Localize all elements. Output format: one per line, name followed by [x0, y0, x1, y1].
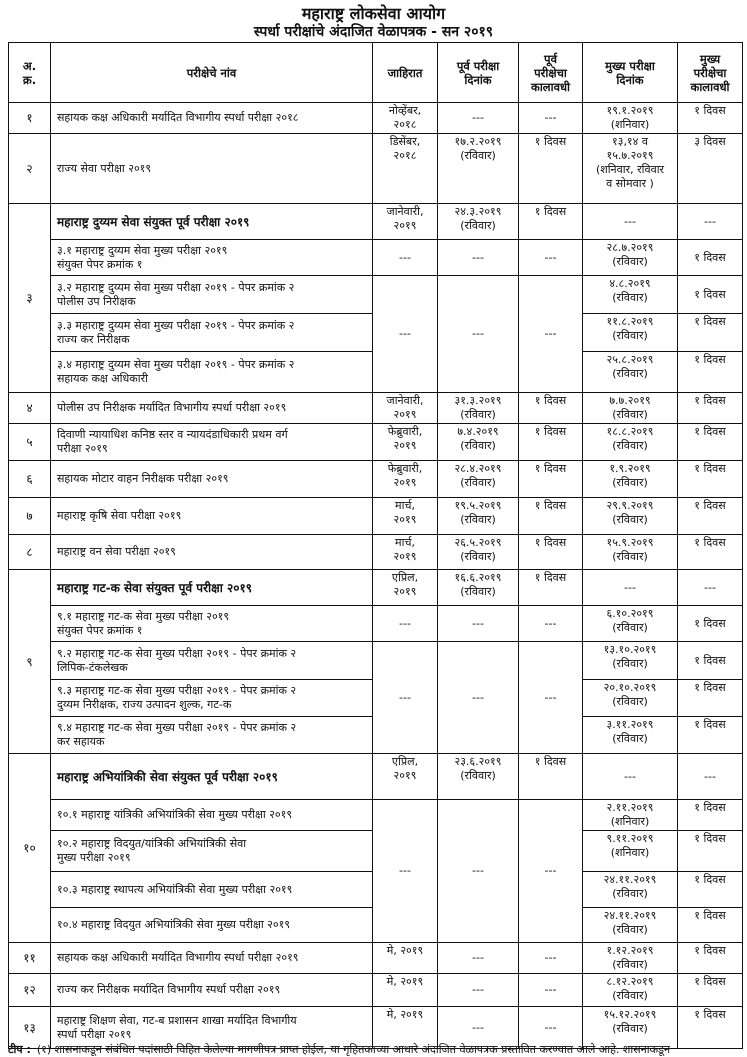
prelim-duration-cell: --- [519, 606, 583, 642]
main-duration-cell: १ दिवस [678, 461, 743, 498]
prelim-date-cell: ३१.३.२०१९ (रविवार) [438, 393, 519, 424]
main-date-cell: १३,१४ व १५.७.२०१९ (शनिवार, रविवार व सोमवार ) [583, 134, 678, 204]
main-date-cell: ११.८.२०१९ (रविवार) [583, 314, 678, 352]
exam-name-cell: महाराष्ट्र शिक्षण सेवा, गट-ब प्रशासन शाखा मर्यादित विभागीय स्पर्धा परीक्षा २०१९ [51, 1007, 373, 1049]
table-row [9, 535, 743, 570]
main-duration-cell: १ दिवस [678, 642, 743, 680]
serial-cell: ५ [9, 424, 51, 461]
table-row [9, 570, 743, 606]
main-date-cell: ९.११.२०१९ (शनिवार) [583, 831, 678, 872]
main-date-cell: २९.९.२०१९ (रविवार) [583, 498, 678, 535]
exam-name-cell: महाराष्ट्र दुय्यम सेवा संयुक्त पूर्व परीक्षा २०१९ [51, 204, 373, 240]
header-col-prelim-date: पूर्व परीक्षा दिनांक [438, 43, 519, 103]
exam-name-cell: १०.२ महाराष्ट्र विदयुत/यांत्रिकी अभियांत्रिकी सेवा मुख्य परीक्षा २०१९ [51, 831, 373, 872]
table-row [9, 393, 743, 424]
table-row [9, 276, 743, 314]
exam-name-cell: सहायक मोटार वाहन निरीक्षक परीक्षा २०१९ [51, 461, 373, 498]
exam-name-cell: ३.१ महाराष्ट्र दुय्यम सेवा मुख्य परीक्षा २०१९ संयुक्त पेपर क्रमांक १ [51, 240, 373, 276]
main-date-cell: २.११.२०१९ (शनिवार) [583, 800, 678, 831]
table-row [9, 134, 743, 204]
table-row [9, 606, 743, 642]
prelim-duration-cell: --- [519, 276, 583, 393]
prelim-date-cell: --- [438, 642, 519, 754]
main-duration-cell: १ दिवस [678, 240, 743, 276]
advertisement-cell: मे, २०१९ [373, 974, 438, 1007]
advertisement-cell: --- [373, 276, 438, 393]
exam-name-cell: पोलीस उप निरीक्षक मर्यादित विभागीय स्पर्धा परीक्षा २०१९ [51, 393, 373, 424]
prelim-date-cell: --- [438, 240, 519, 276]
main-duration-cell: --- [678, 754, 743, 800]
serial-cell: ११ [9, 943, 51, 974]
exam-name-cell: १०.४ महाराष्ट्र विदयुत अभियांत्रिकी सेवा मुख्य परीक्षा २०१९ [51, 908, 373, 943]
prelim-date-cell: ७.४.२०१९ (रविवार) [438, 424, 519, 461]
table-row [9, 240, 743, 276]
main-date-cell: २४.११.२०१९ (रविवार) [583, 872, 678, 908]
table-header-row [9, 43, 743, 103]
table-row [9, 498, 743, 535]
main-duration-cell: १ दिवस [678, 680, 743, 717]
exam-name-cell: महाराष्ट्र वन सेवा परीक्षा २०१९ [51, 535, 373, 570]
serial-cell: १० [9, 754, 51, 943]
serial-cell: ९ [9, 570, 51, 754]
advertisement-cell: नोव्हेंबर, २०१८ [373, 103, 438, 134]
header-col-main-date: मुख्य परीक्षा दिनांक [583, 43, 678, 103]
prelim-duration-cell: १ दिवस [519, 424, 583, 461]
serial-cell: २ [9, 134, 51, 204]
advertisement-cell: --- [373, 240, 438, 276]
advertisement-cell: --- [373, 606, 438, 642]
header-col-serial: अ. क्र. [9, 43, 51, 103]
prelim-date-cell: --- [438, 943, 519, 974]
footnote-text: (१) शासनाकडून संबंधित पदांसाठी विहित केलेल्या मागणीपत्र प्राप्त होईल, या गृहितकाच्या आधारे अंदाजित वेळापत्रक प्रस्तावित करण्यात आले आहे. शासनाकडून [36, 1043, 671, 1056]
table-row [9, 800, 743, 831]
main-date-cell: ६.१०.२०१९ (रविवार) [583, 606, 678, 642]
exam-name-cell: ३.४ महाराष्ट्र दुय्यम सेवा मुख्य परीक्षा २०१९ - पेपर क्रमांक २ सहायक कक्ष अधिकारी [51, 352, 373, 393]
exam-name-cell: सहायक कक्ष अधिकारी मर्यादित विभागीय स्पर्धा परीक्षा २०१८ [51, 103, 373, 134]
exam-name-cell: ३.३ महाराष्ट्र दुय्यम सेवा मुख्य परीक्षा २०१९ - पेपर क्रमांक २ राज्य कर निरीक्षक [51, 314, 373, 352]
main-duration-cell: १ दिवस [678, 498, 743, 535]
main-date-cell: ७.७.२०१९ (रविवार) [583, 393, 678, 424]
serial-cell: १३ [9, 1007, 51, 1049]
main-date-cell: ३.११.२०१९ (रविवार) [583, 717, 678, 754]
exam-name-cell: १०.३ महाराष्ट्र स्थापत्य अभियांत्रिकी सेवा मुख्य परीक्षा २०१९ [51, 872, 373, 908]
main-date-cell: २८.७.२०१९ (रविवार) [583, 240, 678, 276]
prelim-date-cell: २६.५.२०१९ (रविवार) [438, 535, 519, 570]
prelim-date-cell: --- [438, 1007, 519, 1049]
main-date-cell: १.१२.२०१९ (रविवार) [583, 943, 678, 974]
header-col-prelim-duration: पूर्व परीक्षेचा कालावधी [519, 43, 583, 103]
prelim-duration-cell: --- [519, 240, 583, 276]
prelim-date-cell: --- [438, 800, 519, 943]
main-duration-cell: १ दिवस [678, 276, 743, 314]
table-row [9, 424, 743, 461]
main-duration-cell: १ दिवस [678, 424, 743, 461]
exam-name-cell: महाराष्ट्र गट-क सेवा संयुक्त पूर्व परीक्षा २०१९ [51, 570, 373, 606]
main-duration-cell: १ दिवस [678, 393, 743, 424]
prelim-date-cell: १६.६.२०१९ (रविवार) [438, 570, 519, 606]
main-date-cell: १५.१२.२०१९ (रविवार) [583, 1007, 678, 1049]
serial-cell: १ [9, 103, 51, 134]
main-duration-cell: १ दिवस [678, 908, 743, 943]
prelim-duration-cell: १ दिवस [519, 134, 583, 204]
prelim-date-cell: --- [438, 606, 519, 642]
prelim-duration-cell: --- [519, 103, 583, 134]
advertisement-cell: फेब्रुवारी, २०१९ [373, 424, 438, 461]
page-title: महाराष्ट्र लोकसेवा आयोग [301, 4, 446, 23]
header-col-main-duration: मुख्य परीक्षेचा कालावधी [678, 43, 743, 103]
main-date-cell: ४.८.२०१९ (रविवार) [583, 276, 678, 314]
prelim-duration-cell: १ दिवस [519, 498, 583, 535]
main-date-cell: --- [583, 204, 678, 240]
prelim-duration-cell: १ दिवस [519, 570, 583, 606]
footnote-label: टीप : [8, 1043, 31, 1056]
main-date-cell: १५.९.२०१९ (रविवार) [583, 535, 678, 570]
prelim-date-cell: १९.५.२०१९ (रविवार) [438, 498, 519, 535]
advertisement-cell: जानेवारी, २०१९ [373, 204, 438, 240]
serial-cell: ६ [9, 461, 51, 498]
prelim-duration-cell: --- [519, 974, 583, 1007]
advertisement-cell: जानेवारी, २०१९ [373, 393, 438, 424]
advertisement-cell: मे, २०१९ [373, 943, 438, 974]
exam-name-cell: महाराष्ट्र अभियांत्रिकी सेवा संयुक्त पूर्व परीक्षा २०१९ [51, 754, 373, 800]
table-row [9, 754, 743, 800]
prelim-date-cell: --- [438, 103, 519, 134]
serial-cell: ३ [9, 204, 51, 393]
main-date-cell: २४.११.२०१९ (रविवार) [583, 908, 678, 943]
prelim-duration-cell: १ दिवस [519, 461, 583, 498]
advertisement-cell: फेब्रुवारी, २०१९ [373, 461, 438, 498]
table-row [9, 642, 743, 680]
exam-name-cell: ३.२ महाराष्ट्र दुय्यम सेवा मुख्य परीक्षा २०१९ - पेपर क्रमांक २ पोलीस उप निरीक्षक [51, 276, 373, 314]
prelim-duration-cell: १ दिवस [519, 754, 583, 800]
exam-name-cell: राज्य सेवा परीक्षा २०१९ [51, 134, 373, 204]
main-date-cell: २०.१०.२०१९ (रविवार) [583, 680, 678, 717]
main-date-cell: --- [583, 754, 678, 800]
prelim-duration-cell: --- [519, 943, 583, 974]
advertisement-cell: एप्रिल, २०१९ [373, 754, 438, 800]
prelim-duration-cell: --- [519, 1007, 583, 1049]
exam-name-cell: ९.४ महाराष्ट्र गट-क सेवा मुख्य परीक्षा २०१९ - पेपर क्रमांक २ कर सहायक [51, 717, 373, 754]
page-subtitle: स्पर्धा परीक्षांचे अंदाजित वेळापत्रक - सन २०१९ [253, 24, 494, 40]
main-date-cell: १९.१.२०१९ (शनिवार) [583, 103, 678, 134]
exam-name-cell: ९.१ महाराष्ट्र गट-क सेवा मुख्य परीक्षा २०१९ संयुक्त पेपर क्रमांक १ [51, 606, 373, 642]
main-duration-cell: ३ दिवस [678, 134, 743, 204]
main-duration-cell: १ दिवस [678, 831, 743, 872]
prelim-duration-cell: १ दिवस [519, 393, 583, 424]
main-duration-cell: १ दिवस [678, 314, 743, 352]
exam-name-cell: महाराष्ट्र कृषि सेवा परीक्षा २०१९ [51, 498, 373, 535]
exam-name-cell: सहायक कक्ष अधिकारी मर्यादित विभागीय स्पर्धा परीक्षा २०१९ [51, 943, 373, 974]
main-duration-cell: १ दिवस [678, 1007, 743, 1049]
main-duration-cell: १ दिवस [678, 872, 743, 908]
serial-cell: ४ [9, 393, 51, 424]
table-row [9, 461, 743, 498]
main-duration-cell: १ दिवस [678, 943, 743, 974]
exam-name-cell: ९.३ महाराष्ट्र गट-क सेवा मुख्य परीक्षा २०१९ - पेपर क्रमांक २ दुय्यम निरीक्षक, राज्य उत्पादन शुल्क, गट-क [51, 680, 373, 717]
main-duration-cell: १ दिवस [678, 717, 743, 754]
header-col-advertisement: जाहिरात [373, 43, 438, 103]
main-date-cell: २५.८.२०१९ (रविवार) [583, 352, 678, 393]
main-date-cell: १.९.२०१९ (रविवार) [583, 461, 678, 498]
serial-cell: ७ [9, 498, 51, 535]
advertisement-cell: --- [373, 800, 438, 943]
main-date-cell: --- [583, 570, 678, 606]
main-duration-cell: १ दिवस [678, 103, 743, 134]
prelim-date-cell: २३.६.२०१९ (रविवार) [438, 754, 519, 800]
advertisement-cell: एप्रिल, २०१९ [373, 570, 438, 606]
main-duration-cell: १ दिवस [678, 974, 743, 1007]
table-row [9, 103, 743, 134]
advertisement-cell: मे, २०१९ [373, 1007, 438, 1049]
main-duration-cell: १ दिवस [678, 352, 743, 393]
prelim-duration-cell: १ दिवस [519, 204, 583, 240]
advertisement-cell: --- [373, 642, 438, 754]
prelim-duration-cell: --- [519, 642, 583, 754]
main-duration-cell: १ दिवस [678, 535, 743, 570]
main-date-cell: १३.१०.२०१९ (रविवार) [583, 642, 678, 680]
table-row [9, 204, 743, 240]
main-duration-cell: १ दिवस [678, 606, 743, 642]
main-duration-cell: --- [678, 204, 743, 240]
main-duration-cell: १ दिवस [678, 800, 743, 831]
exam-name-cell: दिवाणी न्यायाधिश कनिष्ठ स्तर व न्यायदंडाधिकारी प्रथम वर्ग परीक्षा २०१९ [51, 424, 373, 461]
header-col-exam-name: परीक्षेचे नांव [51, 43, 373, 103]
prelim-date-cell: १७.२.२०१९ (रविवार) [438, 134, 519, 204]
main-date-cell: १८.८.२०१९ (रविवार) [583, 424, 678, 461]
exam-name-cell: ९.२ महाराष्ट्र गट-क सेवा मुख्य परीक्षा २०१९ - पेपर क्रमांक २ लिपिक-टंकलेखक [51, 642, 373, 680]
advertisement-cell: डिसेंबर, २०१८ [373, 134, 438, 204]
table-row [9, 943, 743, 974]
advertisement-cell: मार्च, २०१९ [373, 535, 438, 570]
prelim-date-cell: --- [438, 974, 519, 1007]
table-row [9, 974, 743, 1007]
serial-cell: १२ [9, 974, 51, 1007]
prelim-duration-cell: --- [519, 800, 583, 943]
main-duration-cell: --- [678, 570, 743, 606]
exam-schedule-table [8, 42, 743, 1049]
prelim-date-cell: --- [438, 276, 519, 393]
exam-name-cell: राज्य कर निरीक्षक मर्यादित विभागीय स्पर्धा परीक्षा २०१९ [51, 974, 373, 1007]
prelim-duration-cell: १ दिवस [519, 535, 583, 570]
prelim-date-cell: २४.३.२०१९ (रविवार) [438, 204, 519, 240]
exam-name-cell: १०.१ महाराष्ट्र यांत्रिकी अभियांत्रिकी सेवा मुख्य परीक्षा २०१९ [51, 800, 373, 831]
prelim-date-cell: २८.४.२०१९ (रविवार) [438, 461, 519, 498]
advertisement-cell: मार्च, २०१९ [373, 498, 438, 535]
main-date-cell: ८.१२.२०१९ (रविवार) [583, 974, 678, 1007]
serial-cell: ८ [9, 535, 51, 570]
